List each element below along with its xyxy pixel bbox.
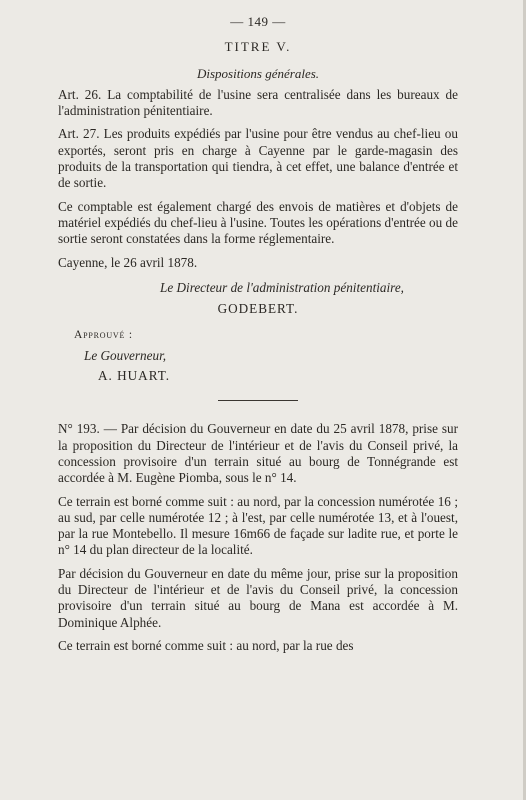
article-26: Art. 26. La comptabilité de l'usine sera centralisée dans les bureaux de l'administration pénitentiaire. — [58, 86, 458, 119]
date-line: Cayenne, le 26 avril 1878. — [58, 254, 198, 270]
page-number: — 149 — — [230, 14, 286, 29]
decision-section — [58, 421, 458, 654]
comptable-paragraph: Ce comptable est également chargé des envois de matières et d'objets de matériel expédiés du chef-lieu à l'usine. Toutes les opérations d'entrée ou de sortie seront constatées dans la forme réglementaire. — [58, 198, 458, 247]
section-subheading: Dispositions générales. — [196, 65, 320, 81]
section-title: TITRE V. — [224, 39, 292, 55]
governor-name: A. HUART. — [98, 368, 171, 384]
decision-193: N° 193. — Par décision du Gouverneur en date du 25 avril 1878, prise sur la proposition du Directeur de l'intérieur et de l'avis du Conseil privé, la concession provisoire d'un terrain situé au bourg de Tonnégrande est accordée à M. Eugène Piomba, sous le n° 14. — [58, 421, 458, 486]
section-divider — [218, 400, 298, 401]
signature-name: GODEBERT. — [217, 301, 299, 317]
governor-title: Le Gouverneur, — [84, 347, 167, 363]
approval-text: Approuvé : — [74, 329, 133, 342]
approval-label — [74, 327, 458, 343]
decision-mana: Par décision du Gouverneur en date du même jour, prise sur la proposition du Directeur de l'intérieur et de l'avis du Conseil privé, la concession provisoire d'un terrain situé au bourg de Mana est accordée à M. Dominique Alphée. — [58, 565, 458, 630]
terrain-boundary-1: Ce terrain est borné comme suit : au nord, par la concession numérotée 16 ; au sud, par celle numérotée 12 ; à l'est, par celle numérotée 13, et à l'ouest, par la rue Montebello. Il mesure 16m66 de façade sur ladite rue, et porte le n° 14 du plan directeur de la localité. — [58, 493, 458, 558]
article-27: Art. 27. Les produits expédiés par l'usine pour être vendus au chef-lieu ou exportés, seront pris en charge à Cayenne par le garde-magasin des produits de la transportation qui tiendra, à cet effet, une balance d'entrée et de sortie. — [58, 126, 458, 191]
signature-title: Le Directeur de l'administration pénitentiaire, — [160, 279, 404, 295]
terrain-boundary-2: Ce terrain est borné comme suit : au nord, par la rue des — [58, 637, 354, 653]
text-block — [58, 14, 458, 661]
